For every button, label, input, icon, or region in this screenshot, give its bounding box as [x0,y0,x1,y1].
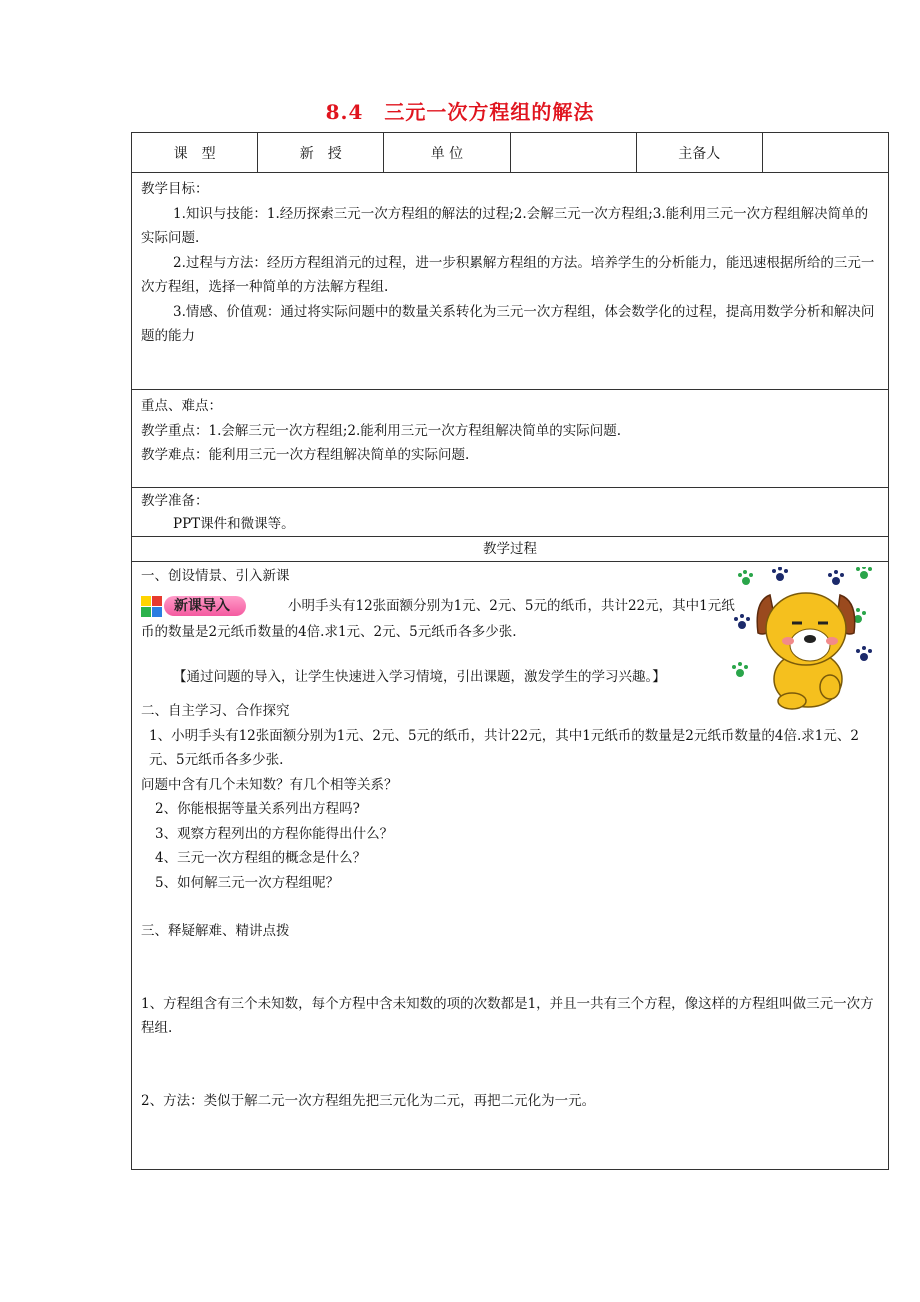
intro-problem-text: 小明手头有12张面额分别为1元、2元、5元的纸币，共计22元，其中1元纸币的数量是2元纸币数量的4倍.求1元、2元、5元纸币各多少张. [141,597,735,640]
objectives-heading: 教学目标： [141,181,209,197]
question-1: 1、小明手头有12张面额分别为1元、2元、5元的纸币，共计22元，其中1元纸币的数量是2元纸币数量的4倍.求1元、2元、5元纸币各多少张. [149,727,859,768]
key-points-heading: 重点、难点： [141,398,222,414]
objective-knowledge: 1.知识与技能：1.经历探索三元一次方程组的解法的过程;2.会解三元一次方程组;3.能利用三元一次方程组解决简单的实际问题. [141,205,869,246]
part2-title: 二、自主学习、合作探究 [141,703,290,719]
key-points-section [132,390,888,488]
badge-blocks-icon [141,596,162,617]
question-3: 3、观察方程列出的方程你能得出什么？ [155,825,394,842]
process-heading: 教学过程 [132,537,888,562]
question-5: 5、如何解三元一次方程组呢？ [155,874,340,891]
header-cell-author-value [763,133,888,172]
header-row [132,133,888,173]
preparation-heading: 教学准备： [141,493,209,509]
question-2: 2、你能根据等量关系列出方程吗? [155,801,360,817]
question-1b: 问题中含有几个未知数？有几个相等关系？ [141,776,398,793]
key-difficulty: 教学难点：能利用三元一次方程组解决简单的实际问题. [141,447,470,463]
part3-title: 三、释疑解难、精讲点拨 [141,923,290,939]
question-4: 4、三元一次方程组的概念是什么？ [155,850,367,866]
lesson-plan-table [131,132,889,1170]
intro-problem-block [141,593,739,645]
key-focus: 教学重点：1.会解三元一次方程组;2.能利用三元一次方程组解决简单的实际问题. [141,422,622,439]
new-lesson-badge [141,596,246,617]
objective-values: 3.情感、价值观：通过将实际问题中的数量关系转化为三元一次方程组，体会数学化的过程，提高用数学分析和解决问题的能力 [141,303,875,344]
explanation-2: 2、方法：类似于解二元一次方程组先把三元化为二元，再把二元化为一元。 [141,1092,596,1109]
intro-note: 【通过问题的导入，让学生快速进入学习情境，引出课题，激发学生的学习兴趣。】 [173,668,666,685]
objectives-section [132,173,888,390]
header-cell-unit-value [511,133,637,172]
explanation-1: 1、方程组含有三个未知数，每个方程中含未知数的项的次数都是1，并且一共有三个方程，像这样的方程组叫做三元一次方程组. [141,995,874,1036]
header-cell-type-label: 课 型 [132,133,258,172]
header-cell-author-label: 主备人 [637,133,763,172]
header-cell-unit-label: 单 位 [384,133,510,172]
header-cell-type-value: 新 授 [258,133,384,172]
part1-title: 一、创设情景、引入新课 [141,568,290,584]
page-title: 8.4 三元一次方程组的解法 [325,100,595,124]
objective-process: 2.过程与方法：经历方程组消元的过程，进一步积累解方程组的方法。培养学生的分析能力，能迅速根据所给的三元一次方程组，选择一种简单的方法解方程组. [141,254,875,295]
badge-label: 新课导入 [164,596,246,616]
preparation-section [132,488,888,537]
preparation-content: PPT课件和微课等。 [173,516,295,532]
cartoon-dog-illustration [732,567,884,713]
